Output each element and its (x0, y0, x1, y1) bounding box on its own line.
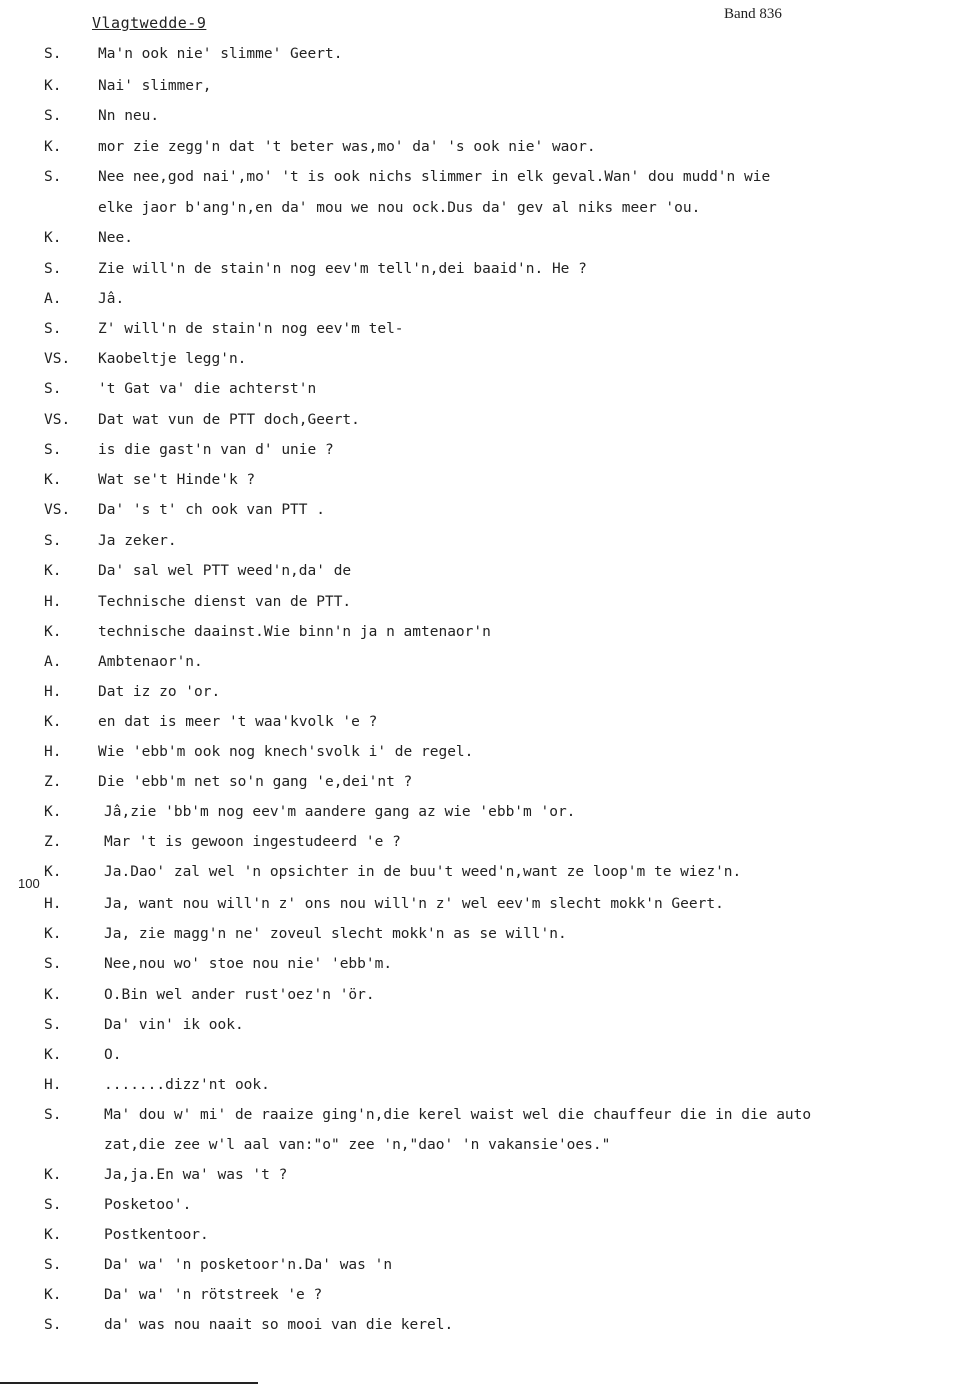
speaker-label: K. (44, 472, 62, 488)
utterance-text: 't Gat va' die achterst'n (98, 381, 317, 397)
utterance-text: Da' wa' 'n posketoor'n.Da' was 'n (104, 1257, 393, 1273)
speaker-label: K. (44, 563, 62, 579)
speaker-label: H. (44, 594, 62, 610)
speaker-label: K. (44, 714, 62, 730)
utterance-text: Ja,ja.En wa' was 't ? (104, 1167, 288, 1183)
utterance-text: Ja, want nou will'n z' ons nou will'n z' wel eev'm slecht mokk'n Geert. (104, 896, 724, 912)
utterance-text: O.Bin wel ander rust'oez'n 'ör. (104, 987, 375, 1003)
utterance-text: Ma'n ook nie' slimme' Geert. (98, 46, 343, 62)
speaker-label: Z. (44, 774, 62, 790)
speaker-label: S. (44, 381, 62, 397)
utterance-text: Wat se't Hinde'k ? (98, 472, 256, 488)
speaker-label: K. (44, 1047, 62, 1063)
speaker-label: K. (44, 78, 62, 94)
speaker-label: S. (44, 261, 62, 277)
speaker-label: K. (44, 139, 62, 155)
utterance-text: Da' wa' 'n rötstreek 'e ? (104, 1287, 323, 1303)
speaker-label: S. (44, 169, 62, 185)
utterance-text: Jâ. (98, 291, 125, 307)
speaker-label: H. (44, 896, 62, 912)
utterance-text: Nai' slimmer, (98, 78, 212, 94)
utterance-text: O. (104, 1047, 122, 1063)
speaker-label: S. (44, 46, 62, 62)
speaker-label: K. (44, 1227, 62, 1243)
speaker-label: A. (44, 291, 62, 307)
speaker-label: K. (44, 987, 62, 1003)
speaker-label: S. (44, 956, 62, 972)
utterance-text: Technische dienst van de PTT. (98, 594, 352, 610)
utterance-text: Ambtenaor'n. (98, 654, 203, 670)
utterance-text: Nee. (98, 230, 133, 246)
utterance-text: Ja.Dao' zal wel 'n opsichter in de buu't weed'n,want ze loop'm te wiez'n. (104, 864, 742, 880)
speaker-label: Z. (44, 834, 62, 850)
utterance-text: en dat is meer 't waa'kvolk 'e ? (98, 714, 378, 730)
speaker-label: H. (44, 1077, 62, 1093)
speaker-label: VS. (44, 351, 71, 367)
speaker-label: S. (44, 321, 62, 337)
speaker-label: H. (44, 744, 62, 760)
utterance-text: elke jaor b'ang'n,en da' mou we nou ock.Dus da' gev al niks meer 'ou. (98, 200, 701, 216)
utterance-text: Mar 't is gewoon ingestudeerd 'e ? (104, 834, 401, 850)
speaker-label: K. (44, 1287, 62, 1303)
bottom-rule (0, 1382, 258, 1384)
utterance-text: Nee nee,god nai',mo' 't is ook nichs slimmer in elk geval.Wan' dou mudd'n wie (98, 169, 771, 185)
utterance-text: Dat wat vun de PTT doch,Geert. (98, 412, 360, 428)
utterance-text: Zie will'n de stain'n nog eev'm tell'n,dei baaid'n. He ? (98, 261, 587, 277)
utterance-text: Da' 's t' ch ook van PTT . (98, 502, 325, 518)
speaker-label: K. (44, 1167, 62, 1183)
utterance-text: Ja, zie magg'n ne' zoveul slecht mokk'n as se will'n. (104, 926, 567, 942)
speaker-label: K. (44, 230, 62, 246)
utterance-text: is die gast'n van d' unie ? (98, 442, 334, 458)
utterance-text: Da' vin' ik ook. (104, 1017, 244, 1033)
speaker-label: S. (44, 1197, 62, 1213)
utterance-text: .......dizz'nt ook. (104, 1077, 270, 1093)
utterance-text: Wie 'ebb'm ook nog knech'svolk i' de regel. (98, 744, 474, 760)
utterance-text: Z' will'n de stain'n nog eev'm tel- (98, 321, 404, 337)
utterance-text: Posketoo'. (104, 1197, 192, 1213)
speaker-label: S. (44, 533, 62, 549)
utterance-text: Nn neu. (98, 108, 160, 124)
utterance-text: Postkentoor. (104, 1227, 209, 1243)
utterance-text: mor zie zegg'n dat 't beter was,mo' da' 's ook nie' waor. (98, 139, 596, 155)
utterance-text: Da' sal wel PTT weed'n,da' de (98, 563, 352, 579)
speaker-label: S. (44, 442, 62, 458)
speaker-label: K. (44, 624, 62, 640)
margin-line-number: 100 (18, 876, 40, 891)
utterance-text: zat,die zee w'l aal van:"o" zee 'n,"dao' 'n vakansie'oes." (104, 1137, 611, 1153)
band-number: Band 836 (724, 6, 782, 22)
utterance-text: Jâ,zie 'bb'm nog eev'm aandere gang az wie 'ebb'm 'or. (104, 804, 576, 820)
speaker-label: S. (44, 1017, 62, 1033)
utterance-text: Ja zeker. (98, 533, 177, 549)
speaker-label: K. (44, 804, 62, 820)
speaker-label: K. (44, 864, 62, 880)
document-title: Vlagtwedde-9 (92, 14, 207, 32)
speaker-label: S. (44, 1107, 62, 1123)
speaker-label: H. (44, 684, 62, 700)
speaker-label: K. (44, 926, 62, 942)
utterance-text: Die 'ebb'm net so'n gang 'e,dei'nt ? (98, 774, 413, 790)
speaker-label: A. (44, 654, 62, 670)
speaker-label: VS. (44, 412, 71, 428)
speaker-label: S. (44, 1317, 62, 1333)
speaker-label: VS. (44, 502, 71, 518)
speaker-label: S. (44, 1257, 62, 1273)
utterance-text: Dat iz zo 'or. (98, 684, 221, 700)
utterance-text: Ma' dou w' mi' de raaize ging'n,die kerel waist wel die chauffeur die in die auto (104, 1107, 812, 1123)
utterance-text: Nee,nou wo' stoe nou nie' 'ebb'm. (104, 956, 393, 972)
utterance-text: technische daainst.Wie binn'n ja n amtenaor'n (98, 624, 491, 640)
speaker-label: S. (44, 108, 62, 124)
utterance-text: Kaobeltje legg'n. (98, 351, 247, 367)
utterance-text: da' was nou naait so mooi van die kerel. (104, 1317, 454, 1333)
